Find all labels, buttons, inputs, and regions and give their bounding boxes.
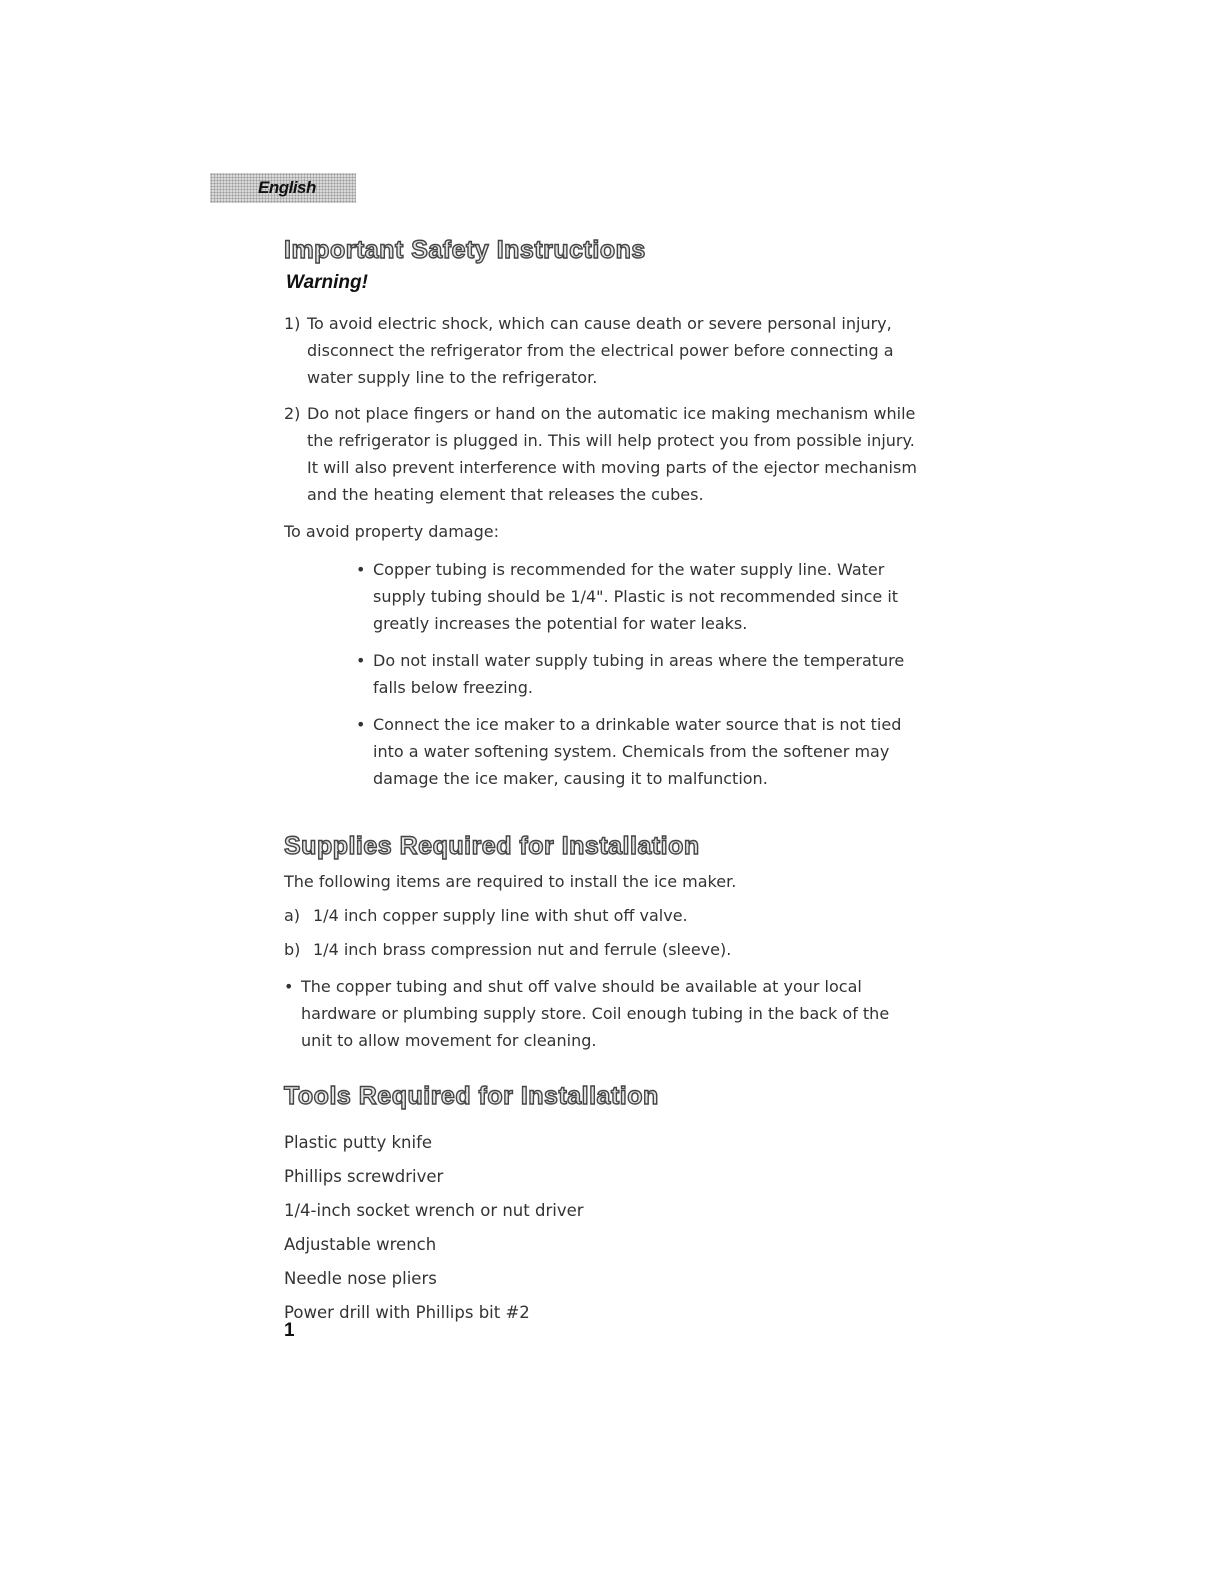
safety-item [284,310,924,391]
safety-item-number: 2) [284,404,301,423]
bullet-icon: • [356,651,366,670]
tool-item: Phillips screwdriver [284,1167,444,1186]
supplies-item [284,936,731,963]
tool-item: Adjustable wrench [284,1235,437,1254]
supplies-item-text: 1/4 inch brass compression nut and ferrule (sleeve). [313,940,732,959]
property-bullet-text: Copper tubing is recommended for the water supply line. Water supply tubing should be 1/4". Plastic is not recommended since it greatly increases the potential for water leaks. [373,560,899,633]
supplies-note-text: The copper tubing and shut off valve should be available at your local hardware or plumbing supply store. Coil enough tubing in the back of the unit to allow movement for cleaning. [301,977,890,1050]
bullet-icon: • [356,715,366,734]
supplies-heading: Supplies Required for Installation [284,832,700,860]
safety-item-text: To avoid electric shock, which can cause death or severe personal injury, disconnect the refrigerator from the electrical power before connecting a water supply line to the refrigerator. [307,314,894,387]
tool-item: Needle nose pliers [284,1269,437,1288]
safety-item-number: 1) [284,314,301,333]
tool-item: Power drill with Phillips bit #2 [284,1303,530,1322]
tool-item: Plastic putty knife [284,1133,433,1152]
safety-item [284,400,924,508]
property-damage-intro: To avoid property damage: [284,522,499,541]
supplies-note [284,973,924,1054]
property-bullet [356,647,926,701]
property-bullet-text: Do not install water supply tubing in areas where the temperature falls below freezing. [373,651,905,697]
safety-item-text: Do not place fingers or hand on the automatic ice making mechanism while the refrigerator is plugged in. This will help protect you from possible injury. It will also prevent interference with moving parts of the ejector mechanism and the heating element that releases the cubes. [307,404,917,504]
supplies-item-text: 1/4 inch copper supply line with shut off valve. [313,906,688,925]
language-tab [210,173,356,203]
property-bullet-text: Connect the ice maker to a drinkable water source that is not tied into a water softening system. Chemicals from the softener may damage the ice maker, causing it to malfunction. [373,715,902,788]
warning-label: Warning! [286,272,368,293]
supplies-item-label: b) [284,940,301,959]
page-number: 1 [284,1320,295,1341]
tool-item: 1/4-inch socket wrench or nut driver [284,1201,584,1220]
bullet-icon: • [284,977,294,996]
property-bullet [356,556,926,637]
property-bullet [356,711,926,792]
supplies-item [284,902,688,929]
safety-heading: Important Safety Instructions [284,236,646,264]
supplies-intro: The following items are required to install the ice maker. [284,872,737,891]
tools-heading: Tools Required for Installation [284,1082,659,1110]
bullet-icon: • [356,560,366,579]
language-tab-label: English [258,178,316,197]
supplies-item-label: a) [284,906,301,925]
